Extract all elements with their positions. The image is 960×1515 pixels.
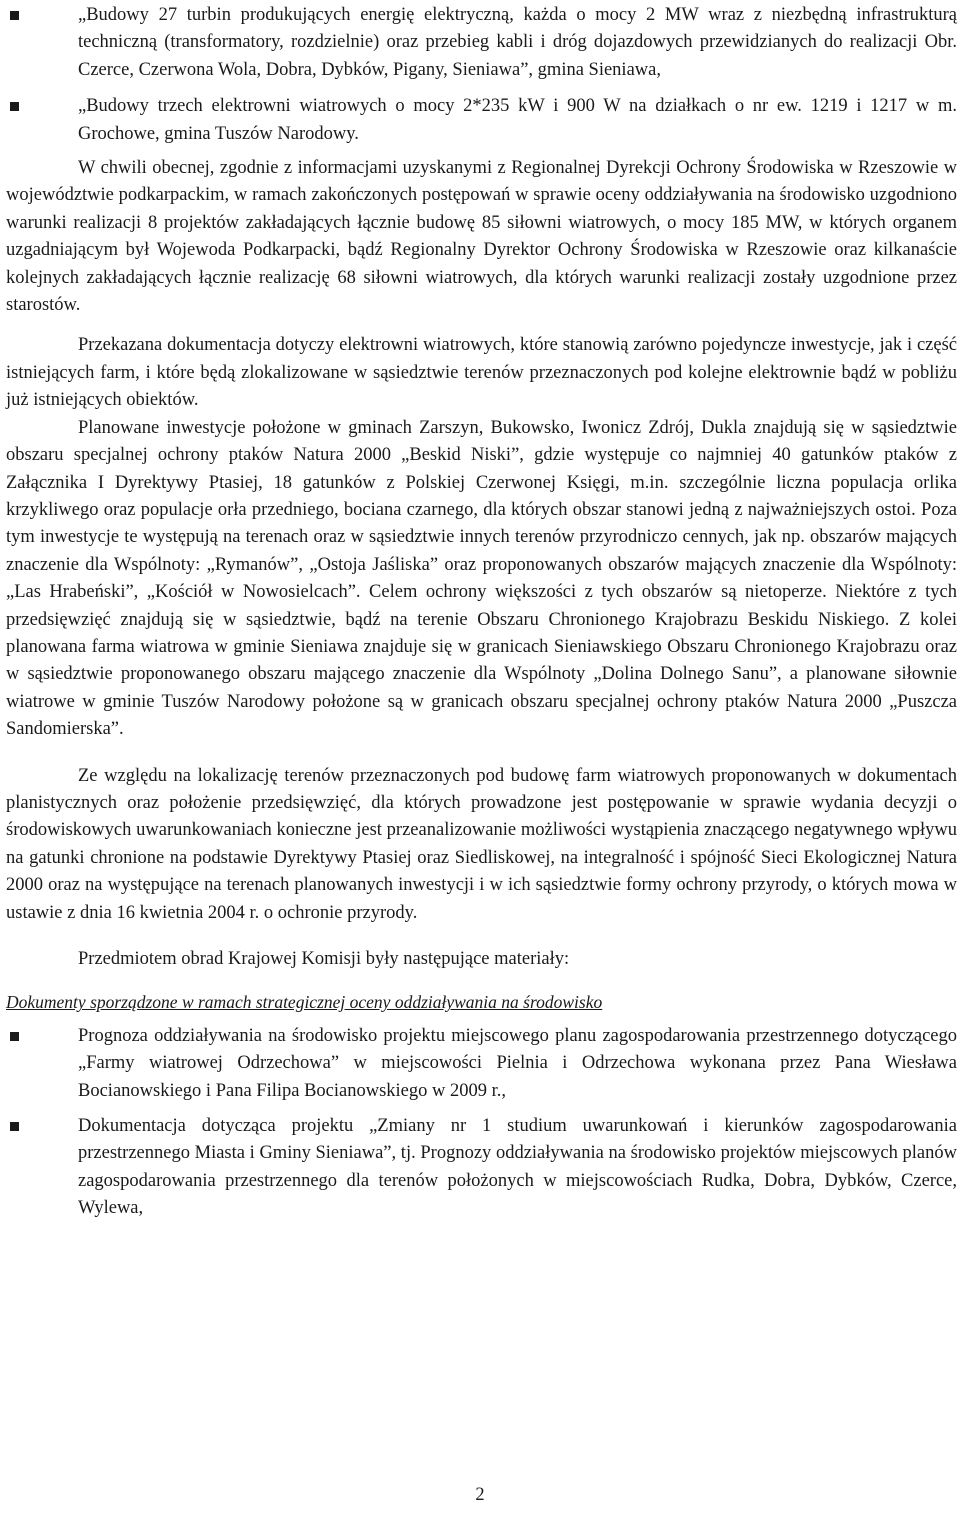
document-page — [6, 0, 957, 1223]
intro-bullet-list — [6, 0, 957, 148]
paragraph-documentation: Przekazana dokumentacja dotyczy elektrowni wiatrowych, które stanowią zarówno pojedyncze inwestycje, jak i część istniejących farm, i które będą zlokalizowane w sąsiedztwie terenów przeznaczonych pod kolejne elektrownie bądź w pobliżu już istniejących obiektów. — [6, 335, 957, 411]
square-bullet-icon — [10, 102, 19, 111]
square-bullet-icon — [10, 1122, 19, 1131]
paragraph-location-analysis: Ze względu na lokalizację terenów przeznaczonych pod budowę farm wiatrowych proponowanych w dokumentach planistycznych oraz położenie przedsięwzięć, dla których prowadzone jest postępowanie w sprawie wydania decyzji o środowiskowych uwarunkowaniach konieczne jest przeanalizowanie możliwości wystąpienia znaczącego negatywnego wpływu na gatunki chronione na podstawie Dyrektywy Ptasiej oraz Siedliskowej, na integralność i spójność Sieci Ekologicznej Natura 2000 oraz na występujące na terenach planowanych inwestycji i w ich sąsiedztwie formy ochrony przyrody, o których mowa w ustawie z dnia 16 kwietnia 2004 r. o ochronie przyrody. — [6, 765, 957, 923]
section-heading: Dokumenty sporządzone w ramach strategicznej oceny oddziaływania na środowisko — [6, 992, 603, 1013]
list-item-text: Prognoza oddziaływania na środowisko projektu miejscowego planu zagospodarowania przestrzennego dotyczącego „Farmy wiatrowej Odrzechowa” w miejscowości Pielnia i Odrzechowa wykonana przez Pana Wiesława Bocianowskiego i Pana Filipa Bocianowskiego w 2009 r., — [78, 1025, 957, 1101]
square-bullet-icon — [10, 11, 19, 20]
list-item-text: Dokumentacja dotycząca projektu „Zmiany nr 1 studium uwarunkowań i kierunków zagospodarowania przestrzennego Miasta i Gminy Sieniawa”, tj. Prognozy oddziaływania na środowisko projektów miejscowych planów zagospodarowania przestrzennego dla terenów położonych w miejscowościach Rudka, Dobra, Dybków, Czerce, Wylewa, — [78, 1116, 957, 1219]
paragraph-commission-materials: Przedmiotem obrad Krajowej Komisji były następujące materiały: — [78, 949, 570, 969]
list-item — [6, 93, 957, 148]
list-item — [6, 1113, 957, 1223]
paragraph-current-status: W chwili obecnej, zgodnie z informacjami uzyskanymi z Regionalnej Dyrekcji Ochrony Środowiska w Rzeszowie w województwie podkarpackim, w ramach zakończonych postępowań w sprawie oceny oddziaływania na środowisko uzgodniono warunki realizacji 8 projektów zakładających łącznie budowę 85 siłowni wiatrowych, o mocy 185 MW, w których organem uzgadniającym był Wojewoda Podkarpacki, bądź Regionalny Dyrektor Ochrony Środowiska w Rzeszowie oraz kilkanaście kolejnych zakładających łącznie realizację 68 siłowni wiatrowych, dla których warunki realizacji zostały uzgodnione przez starostów. — [6, 158, 957, 316]
list-item — [6, 1023, 957, 1105]
list-item-text: „Budowy trzech elektrowni wiatrowych o mocy 2*235 kW i 900 W na działkach o nr ew. 1219 i 1217 w m. Grochowe, gmina Tuszów Narodowy. — [78, 96, 957, 144]
square-bullet-icon — [10, 1032, 19, 1041]
list-item-text: „Budowy 27 turbin produkujących energię elektryczną, każda o mocy 2 MW wraz z niezbędną infrastrukturą techniczną (transformatory, rozdzielnie) oraz przebieg kabli i dróg dojazdowych przewidzianych do realizacji Obr. Czerce, Czerwona Wola, Dobra, Dybków, Pigany, Sieniawa”, gmina Sieniawa, — [78, 5, 957, 80]
page-number: 2 — [475, 1485, 485, 1505]
paragraph-planned-investments: Planowane inwestycje położone w gminach Zarszyn, Bukowsko, Iwonicz Zdrój, Dukla znajdują się w sąsiedztwie obszaru specjalnej ochrony ptaków Natura 2000 „Beskid Niski”, gdzie występuje co najmniej 40 gatunków ptaków z Załącznika I Dyrektywy Ptasiej, 18 gatunków z Polskiej Czerwonej Księgi, m.in. szczególnie liczna populacja orlika krzykliwego oraz populacje orła przedniego, bociana czarnego, dla których obszar stanowi jedną z najważniejszych ostoi. Poza tym inwestycje te występują na terenach oraz w sąsiedztwie innych terenów przyrodniczo cennych, jak np. obszarów mających znaczenie dla Wspólnoty: „Rymanów”, „Ostoja Jaśliska” oraz proponowanych obszarów mających znaczenie dla Wspólnoty: „Las Hrabeński”, „Kościół w Nowosielcach”. Celem ochrony większości z tych obszarów są nietoperze. Niektóre z tych przedsięwzięć znajdują się w sąsiedztwie, bądź na terenie Obszaru Chronionego Krajobrazu Beskidu Niskiego. Z kolei planowana farma wiatrowa w gminie Sieniawa znajduje się w granicach Sieniawskiego Obszaru Chronionego Krajobrazu oraz w sąsiedztwie proponowanego obszaru mającego znaczenie dla Wspólnoty „Dolina Dolnego Sanu”, a planowane siłownie wiatrowe w gminie Tuszów Narodowy położone są w granicach obszaru specjalnej ochrony ptaków Natura 2000 „Puszcza Sandomierska”. — [6, 417, 957, 740]
list-item — [6, 2, 957, 84]
documents-bullet-list — [6, 1023, 957, 1223]
